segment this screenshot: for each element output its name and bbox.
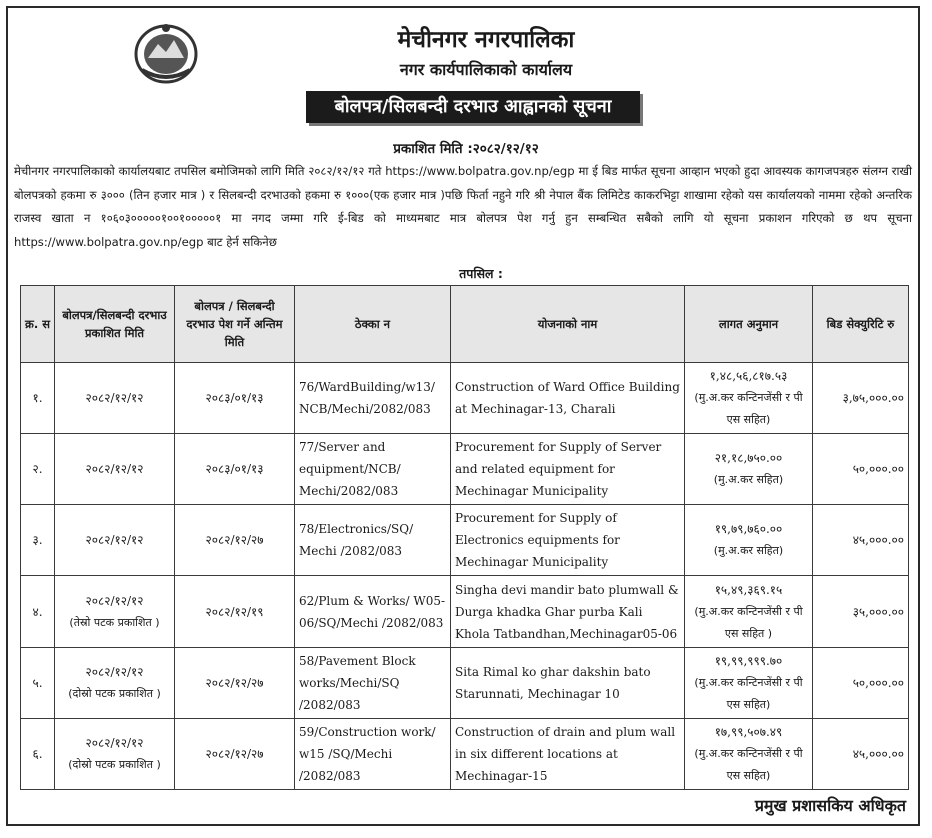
row-last-date: २०८३/०१/१३ xyxy=(175,363,295,434)
row-sn: ६. xyxy=(21,718,55,789)
row-pub-date xyxy=(55,647,175,718)
table-row xyxy=(21,363,909,434)
cost-value: १७,९९,५०७.४९ xyxy=(714,724,783,739)
row-cost xyxy=(685,434,813,505)
row-last-date: २०८२/१२/२७ xyxy=(175,647,295,718)
row-sn: १. xyxy=(21,363,55,434)
header-contract: ठेक्का न xyxy=(295,286,451,363)
row-security: ४५,०००.०० xyxy=(813,718,909,789)
pub-note: (तेस्रो पटक प्रकाशित ) xyxy=(69,615,160,629)
row-last-date: २०८२/१२/२७ xyxy=(175,505,295,576)
tender-table xyxy=(20,285,909,790)
row-pub-date xyxy=(55,363,175,434)
row-last-date: २०८२/१२/२७ xyxy=(175,718,295,789)
row-project: Sita Rimal ko ghar dakshin bato Starunnati, Mechinagar 10 xyxy=(451,647,685,718)
row-cost xyxy=(685,363,813,434)
row-project: Singha devi mandir bato plumwall & Durga khadka Ghar purba Kali Khola Tatbandhan,Mechinagar05-06 xyxy=(451,576,685,647)
notice-paragraph: मेचीनगर नगरपालिकाको कार्यालयबाट तपसिल बमोजिमको लागि मिति २०८२/१२/१२ गते https://www.bolpatra.gov.np/egp मा ई बिड मार्फत सूचना आव्हान भएको हुदा आवस्यक कागजपत्रहरु संलग्न राखी बोलपत्रको हकमा रु ३००० (तिन हजार मात्र ) र सिलबन्दी दरभाउको हकमा रु १०००(एक हजार मात्र )पछि फिर्ता नहुने गरि श्री नेपाल बैंक लिमिटेड काकरभिट्टा शाखामा रहेको यस कार्यालयको नाममा रहेको अन्तरिक राजस्व खाता न १०६०३०००००१००१०००००१ मा नगद जम्मा गरि ई-बिड को माध्यमबाट मात्र बोलपत्र पेश गर्नु हुन सम्बन्धित सबैको लागि यो सूचना प्रकाशन गरिएको छ थप सूचना https://www.bolpatra.gov.np/egp बाट हेर्न सकिनेछ xyxy=(14,164,912,249)
row-project: Construction of Ward Office Building at Mechinagar-13, Charali xyxy=(451,363,685,434)
header-cost: लागत अनुमान xyxy=(685,286,813,363)
row-project: Construction of drain and plum wall in six different locations at Mechinagar-15 xyxy=(451,718,685,789)
row-contract: 62/Plum & Works/ W05-06/SQ/Mechi /2082/083 xyxy=(295,576,451,647)
row-contract: 78/Electronics/SQ/ Mechi /2082/083 xyxy=(295,505,451,576)
row-contract: 58/Pavement Block works/Mechi/SQ /2082/083 xyxy=(295,647,451,718)
pub-date-value: २०८२/१२/१२ xyxy=(85,664,144,679)
header-sn: क्र. स xyxy=(21,286,55,363)
notice-title: बोलपत्र/सिलबन्दी दरभाउ आह्वानको सूचना xyxy=(306,91,640,123)
cost-value: १,४८,५६,८१७.५३ xyxy=(709,369,788,384)
header-security: बिड सेक्युरिटि रु xyxy=(813,286,909,363)
cost-note: (मु.अ.कर कन्टिनजेंसी र पी एस सहित) xyxy=(694,675,803,711)
cost-value: १९,९९,९९९.७० xyxy=(714,653,783,668)
org-name: मेचीनगर नगरपालिका xyxy=(397,27,575,53)
pub-date-value: २०८२/१२/१२ xyxy=(85,391,144,406)
cost-value: २१,१८,७५०.०० xyxy=(714,451,783,466)
pub-note: (दोस्रो पटक प्रकाशित ) xyxy=(68,686,161,700)
row-pub-date xyxy=(55,718,175,789)
schedule-label: तपसिल : xyxy=(459,266,503,281)
table-row xyxy=(21,718,909,789)
signature-title: प्रमुख प्रशासकिय अधिकृत xyxy=(754,796,906,815)
cost-value: १९,७९,७६०.०० xyxy=(714,522,783,537)
row-cost xyxy=(685,718,813,789)
office-name: नगर कार्यपालिकाको कार्यालय xyxy=(399,60,573,79)
row-cost xyxy=(685,576,813,647)
pub-date-value: २०८२/१२/१२ xyxy=(85,735,144,750)
row-pub-date xyxy=(55,576,175,647)
cost-note: (मु.अ.कर कन्टिनजेंसी र पी एस सहित ) xyxy=(694,604,803,640)
table-row xyxy=(21,576,909,647)
row-project: Procurement for Supply of Electronics equipments for Mechinagar Municipality xyxy=(451,505,685,576)
row-security: ४५,०००.०० xyxy=(813,505,909,576)
row-sn: २. xyxy=(21,434,55,505)
row-security: ५०,०००.०० xyxy=(813,647,909,718)
row-sn: ५. xyxy=(21,647,55,718)
header-pub-date: बोलपत्र/सिलबन्दी दरभाउ प्रकाशित मिति xyxy=(55,286,175,363)
row-security: ५०,०००.०० xyxy=(813,434,909,505)
cost-note: (मु.अ.कर कन्टिनजेंसी र पी एस सहित) xyxy=(694,746,803,782)
row-sn: ४. xyxy=(21,576,55,647)
row-security: ३५,०००.०० xyxy=(813,576,909,647)
pub-note: (दोस्रो पटक प्रकाशित ) xyxy=(68,757,161,771)
row-cost xyxy=(685,505,813,576)
row-contract: 59/Construction work/ w15 /SQ/Mechi /2082/083 xyxy=(295,718,451,789)
row-contract: 77/Server and equipment/NCB/ Mechi/2082/083 xyxy=(295,434,451,505)
pub-date-value: २०८२/१२/१२ xyxy=(85,462,144,477)
table-row xyxy=(21,647,909,718)
row-cost xyxy=(685,647,813,718)
table-header-row xyxy=(21,286,909,363)
pub-date-value: २०८२/१२/१२ xyxy=(85,533,144,548)
cost-note: (मु.अ.कर सहित) xyxy=(713,473,784,487)
header-last-date: बोलपत्र / सिलबन्दी दरभाउ पेश गर्ने अन्तिम मिति xyxy=(175,286,295,363)
cost-note: (मु.अ.कर सहित) xyxy=(713,544,784,558)
row-last-date: २०८२/१२/१९ xyxy=(175,576,295,647)
row-pub-date xyxy=(55,434,175,505)
row-contract: 76/WardBuilding/w13/ NCB/Mechi/2082/083 xyxy=(295,363,451,434)
cost-value: १५,४९,३६९.१५ xyxy=(714,582,783,597)
cost-note: (मु.अ.कर कन्टिनजेंसी र पी एस सहित) xyxy=(694,391,803,427)
table-row xyxy=(21,505,909,576)
row-sn: ३. xyxy=(21,505,55,576)
published-date: प्रकाशित मिति :२०८२/१२/१२ xyxy=(393,141,539,157)
table-row xyxy=(21,434,909,505)
row-last-date: २०८३/०१/१३ xyxy=(175,434,295,505)
header-project: योजनाको नाम xyxy=(451,286,685,363)
pub-date-value: २०८२/१२/१२ xyxy=(85,593,144,608)
row-security: ३,७५,०००.०० xyxy=(813,363,909,434)
row-pub-date xyxy=(55,505,175,576)
row-project: Procurement for Supply of Server and related equipment for Mechinagar Municipality xyxy=(451,434,685,505)
